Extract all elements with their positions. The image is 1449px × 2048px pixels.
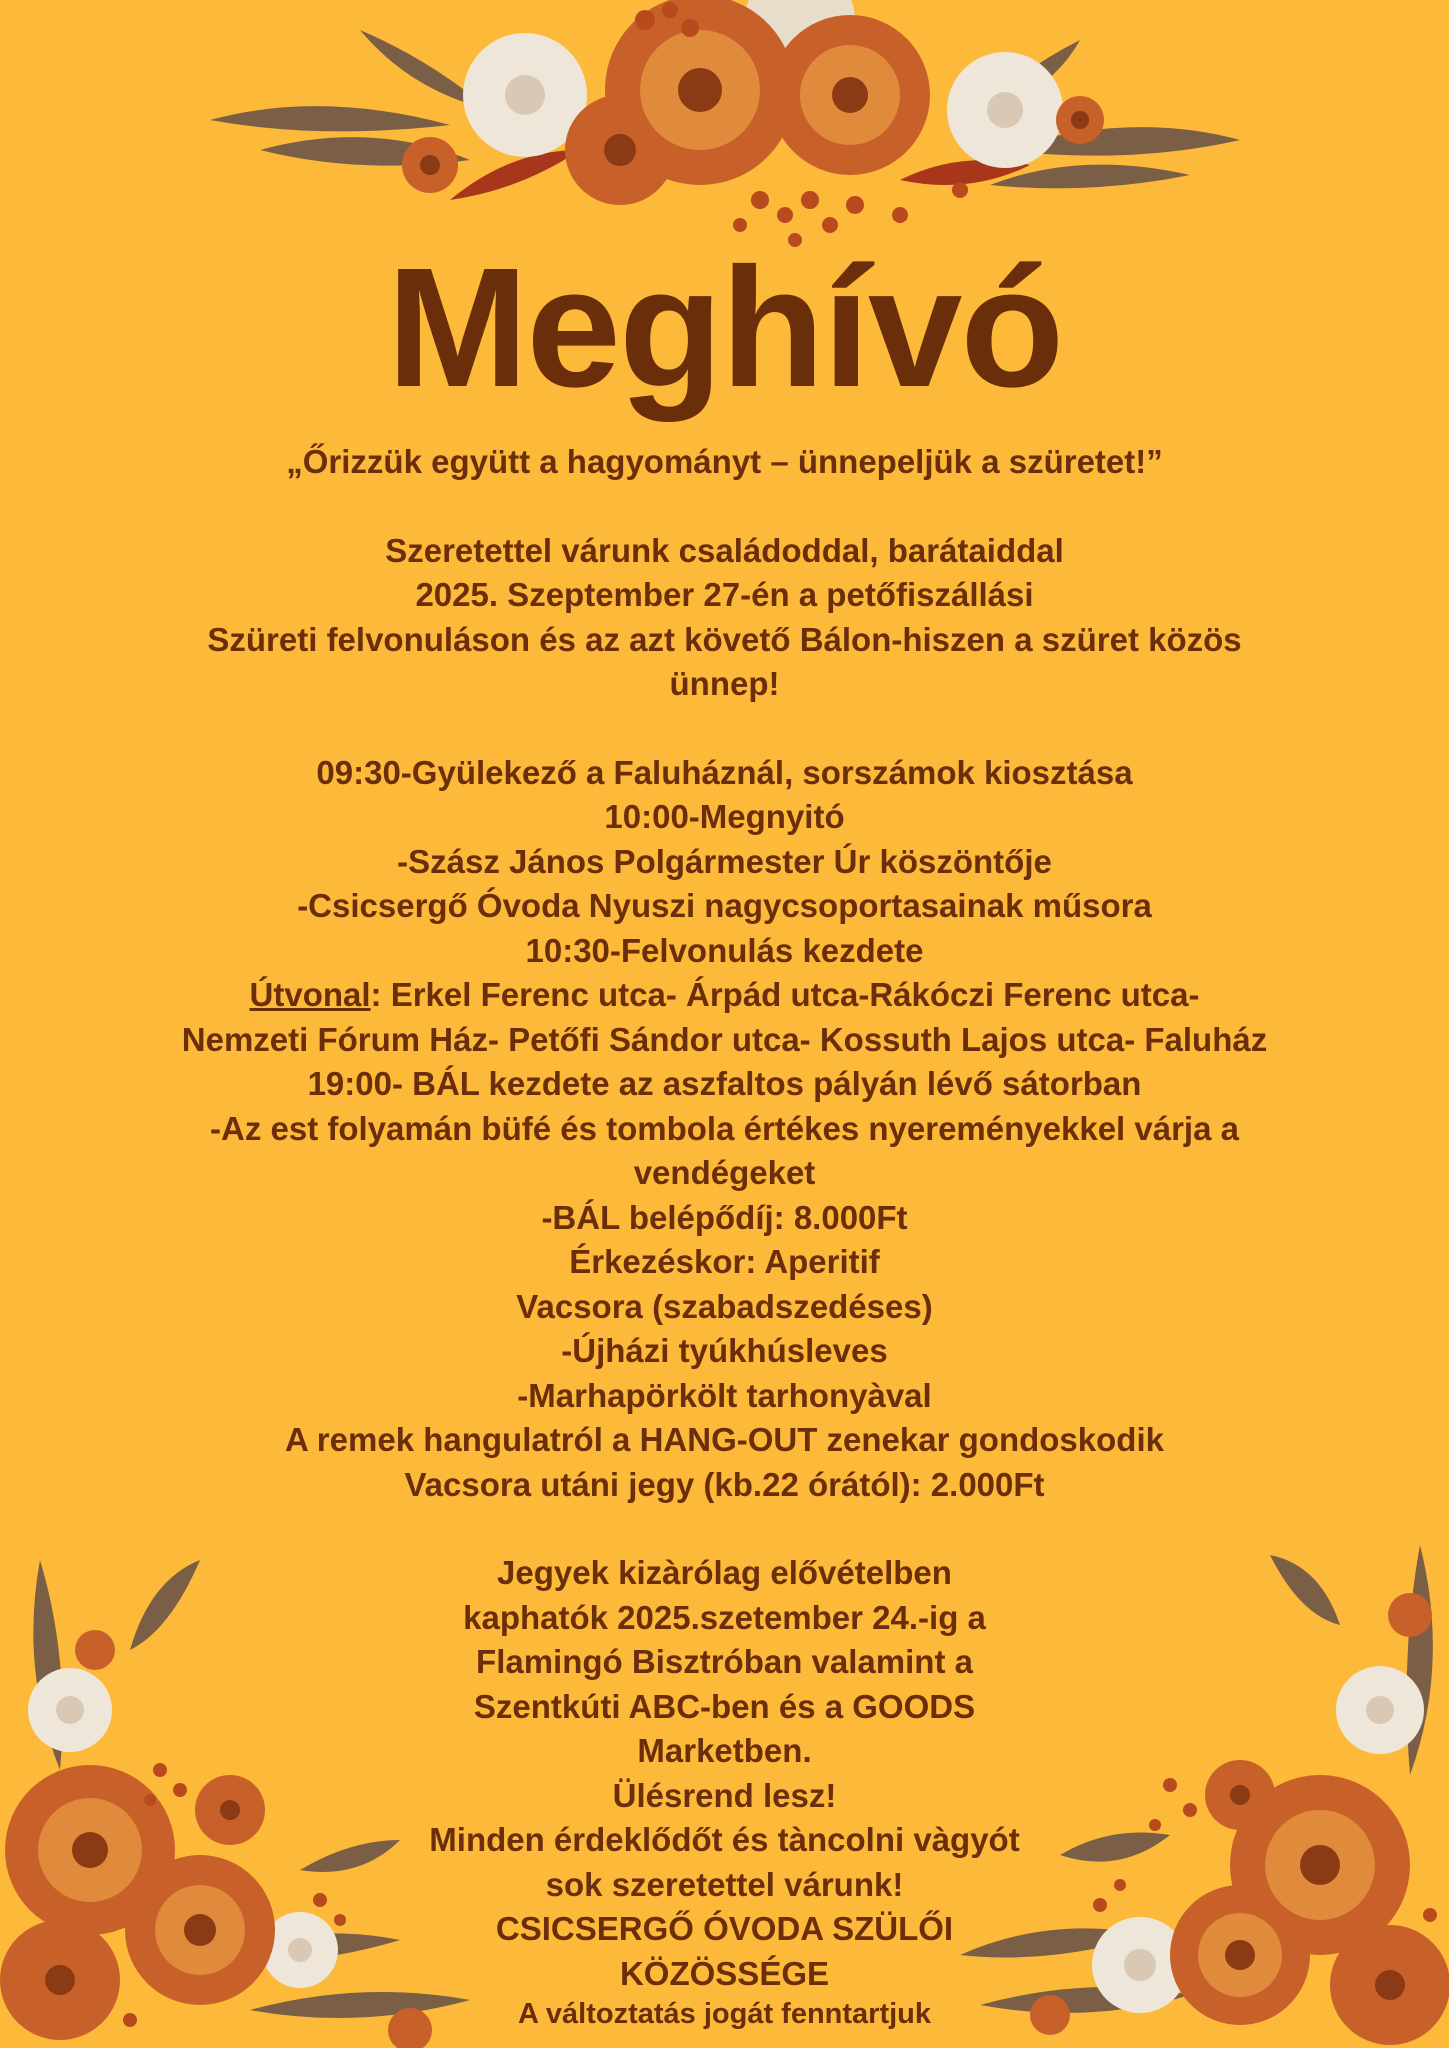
ball-line: -Az est folyamán büfé és tombola értékes nyereményekkel várja a (210, 1109, 1239, 1147)
route-label: Útvonal (249, 976, 371, 1013)
top-floral-decoration-icon (200, 0, 1250, 255)
ball-line: vendégeket (633, 1154, 816, 1191)
intro-line: ünnep! (669, 665, 780, 702)
intro-line: 2025. Szeptember 27-én a petőfiszállási (415, 576, 1034, 613)
motto: „Őrizzük együtt a hagyományt – ünnepeljük a szüretet!” (286, 443, 1163, 480)
route-line: Nemzeti Fórum Ház- Petőfi Sándor utca- Kossuth Lajos utca- Faluház (181, 1020, 1268, 1058)
ball-line: Érkezéskor: Aperitif (569, 1243, 880, 1280)
tickets-line: Minden érdeklődőt és tàncolni vàgyót (429, 1821, 1020, 1858)
ball-line: Vacsora utáni jegy (kb.22 órától): 2.000Ft (404, 1465, 1045, 1503)
organizer-line: KÖZÖSSÉGE (619, 1954, 830, 1992)
tickets-line: kaphatók 2025.szetember 24.-ig a (463, 1598, 986, 1636)
program-line: -Szász János Polgármester Úr köszöntője (397, 842, 1052, 880)
program-line: 10:30-Felvonulás kezdete (525, 931, 924, 969)
organizer-line: CSICSERGŐ ÓVODA SZÜLŐI (495, 1910, 954, 1947)
intro-line: Szeretettel várunk családoddal, barátaiddal (385, 531, 1064, 569)
tickets-line: Szentkúti ABC-ben és a GOODS (473, 1687, 976, 1725)
tickets-line: Jegyek kizàrólag elővételben (497, 1554, 952, 1591)
ball-line: -BÁL belépődíj: 8.000Ft (541, 1198, 908, 1236)
tickets-line: sok szeretettel várunk! (545, 1865, 904, 1903)
route-line (110, 973, 1339, 1018)
disclaimer: A változtatás jogát fenntartjuk (517, 1998, 932, 2030)
tickets-line: Marketben. (637, 1732, 812, 1769)
program-line: 10:00-Megnyitó (604, 798, 845, 835)
tickets-line: Flamingó Bisztróban valamint a (476, 1643, 973, 1680)
program-line: 09:30-Gyülekező a Faluháznál, sorszámok kiosztása (316, 753, 1133, 791)
tickets-line: Ülésrend lesz! (612, 1776, 837, 1814)
ball-line: -Újházi tyúkhúsleves (561, 1332, 888, 1369)
invitation-content (110, 440, 1339, 2032)
intro-line: Szüreti felvonuláson és az azt követő Bálon-hiszen a szüret közös (207, 620, 1242, 658)
program-line: -Csicsergő Óvoda Nyuszi nagycsoportasainak műsora (297, 887, 1152, 924)
route-text: : Erkel Ferenc utca- Árpád utca-Rákóczi Ferenc utca- (370, 976, 1200, 1013)
ball-line: A remek hangulatról a HANG-OUT zenekar gondoskodik (285, 1421, 1164, 1458)
ball-line: 19:00- BÁL kezdete az aszfaltos pályán lévő sátorban (307, 1065, 1142, 1102)
page-title: Meghívó (386, 233, 1063, 423)
ball-line: Vacsora (szabadszedéses) (516, 1287, 933, 1325)
ball-line: -Marhapörkölt tarhonyàval (517, 1376, 932, 1414)
